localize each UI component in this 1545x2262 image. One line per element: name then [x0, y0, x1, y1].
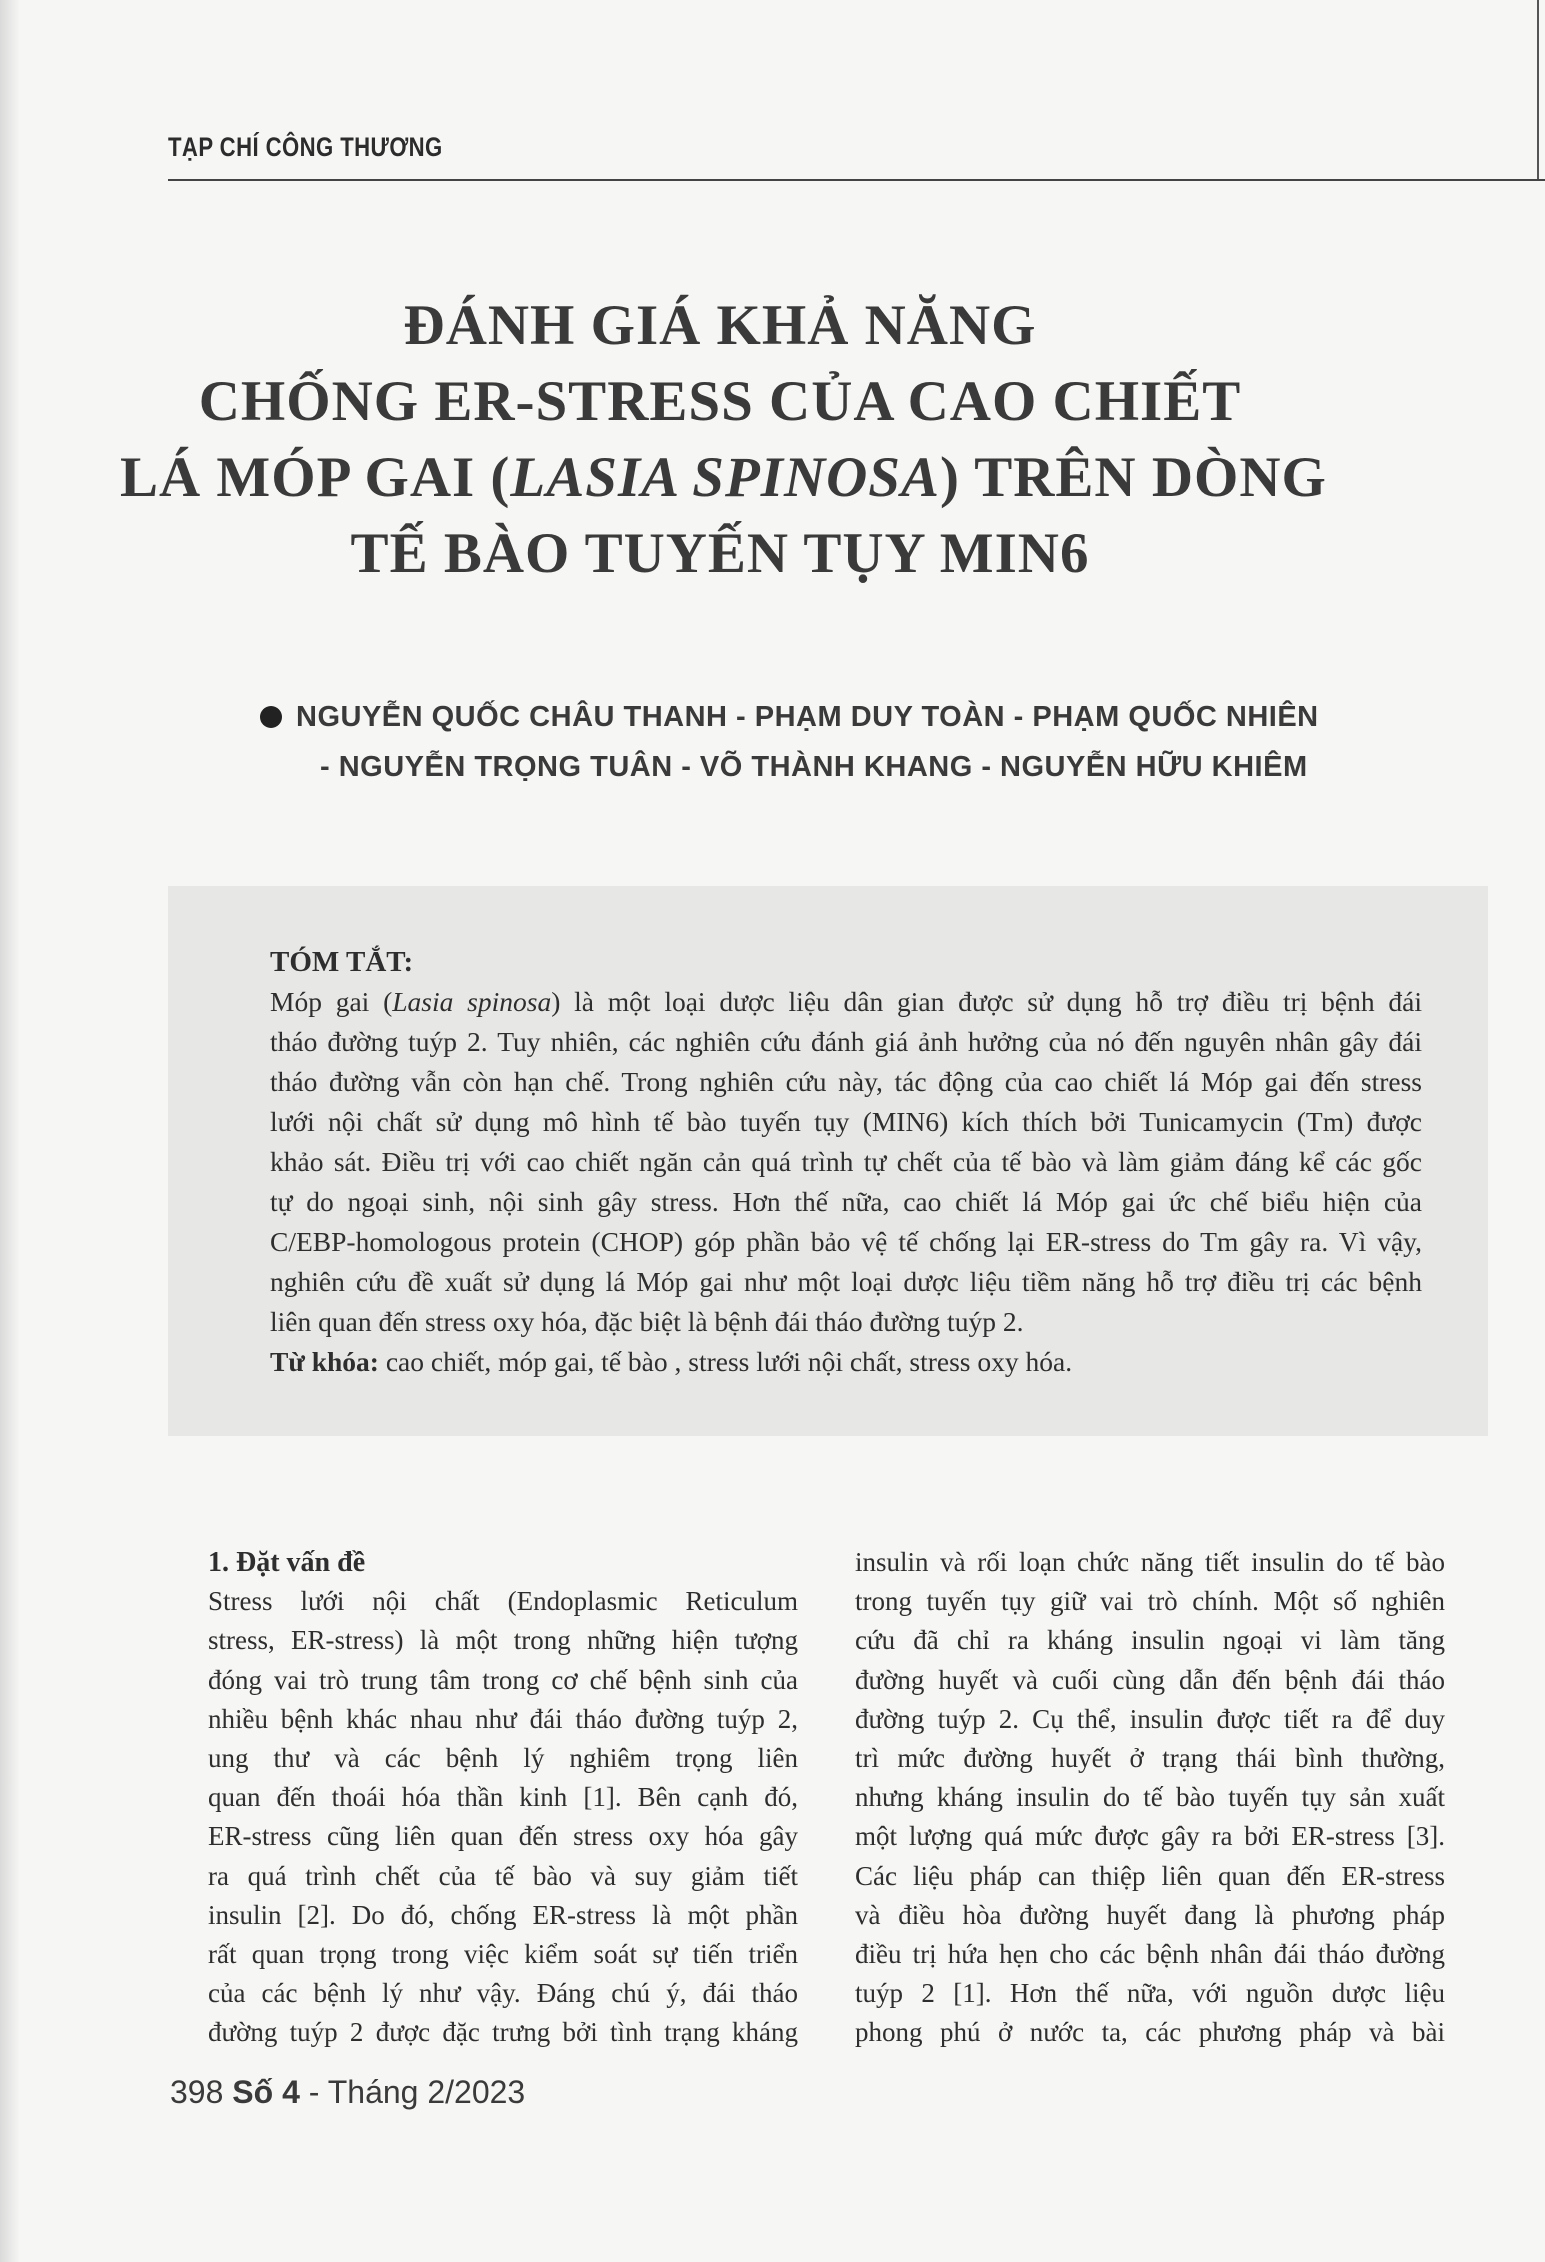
body-line: điều trị hứa hẹn cho các bệnh nhân đái tháo đường	[855, 1939, 1445, 1970]
page-gutter-shadow	[0, 0, 20, 2262]
issue-date: - Tháng 2/2023	[299, 2074, 526, 2110]
title-line-2: CHỐNG ER-STRESS CỦA CAO CHIẾT	[198, 370, 1242, 433]
body-column-right	[855, 1543, 1445, 2053]
abstract-box	[168, 886, 1488, 1436]
abstract-line: khảo sát. Điều trị với cao chiết ngăn cản quá trình tự chết của tế bào và làm giảm đáng kể các gốc	[270, 1146, 1422, 1177]
header-rule	[168, 179, 1545, 181]
abstract-line: Móp gai (Lasia spinosa) là một loại dược liệu dân gian được sử dụng hỗ trợ điều trị bệnh đái	[270, 986, 1423, 1017]
body-line: ra quá trình chết của tế bào và suy giảm tiết	[208, 1860, 798, 1891]
body-line: ER-stress cũng liên quan đến stress oxy hóa gây	[208, 1821, 798, 1852]
body-line: trì mức đường huyết ở trạng thái bình thường,	[855, 1743, 1445, 1774]
body-line: quan đến thoái hóa thần kinh [1]. Bên cạnh đó,	[208, 1782, 798, 1813]
title-line-4: TẾ BÀO TUYẾN TỤY MIN6	[350, 522, 1090, 585]
body-line: Các liệu pháp can thiệp liên quan đến ER-stress	[855, 1860, 1445, 1891]
body-line: đường tuýp 2 được đặc trưng bởi tình trạng kháng	[208, 2017, 798, 2048]
keywords-label: Từ khóa:	[270, 1346, 379, 1377]
body-line: stress, ER-stress) là một trong những hiện tượng	[208, 1625, 798, 1656]
journal-name: TẠP CHÍ CÔNG THƯƠNG	[168, 132, 443, 162]
author-list	[260, 692, 1390, 792]
abstract-content	[270, 942, 1422, 1382]
abstract-line: liên quan đến stress oxy hóa, đặc biệt là bệnh đái tháo đường tuýp 2.	[270, 1306, 1024, 1337]
article-title	[120, 288, 1327, 592]
body-column-left	[208, 1543, 798, 2053]
body-line: đường tuýp 2. Cụ thể, insulin được tiết ra để duy	[855, 1703, 1445, 1734]
body-line: cứu đã chỉ ra kháng insulin ngoại vi làm tăng	[855, 1625, 1445, 1656]
title-line-3-pre: LÁ MÓP GAI (	[120, 446, 511, 509]
bullet-icon	[260, 706, 282, 728]
title-line-3	[120, 440, 1327, 516]
keywords-text: cao chiết, móp gai, tế bào , stress lưới nội chất, stress oxy hóa.	[378, 1346, 1073, 1377]
author-line-2: - NGUYỄN TRỌNG TUÂN - VÕ THÀNH KHANG - NGUYỄN HỮU KHIÊM	[320, 751, 1308, 783]
section-heading: 1. Đặt vấn đề	[208, 1547, 366, 1578]
abstract-line: nghiên cứu đề xuất sử dụng lá Móp gai như một loại dược liệu tiềm năng hỗ trợ điều trị các bệnh	[270, 1266, 1422, 1297]
page-footer	[170, 2074, 525, 2111]
abstract-line: tháo đường tuýp 2. Tuy nhiên, các nghiên cứu đánh giá ảnh hưởng của nó đến nguyên nhân gây đái	[270, 1026, 1422, 1057]
abstract-heading: TÓM TẮT:	[270, 946, 414, 978]
body-line: rất quan trọng trong việc kiểm soát sự tiến triển	[208, 1939, 798, 1970]
author-line-1	[260, 692, 1390, 742]
abstract-line: tự do ngoại sinh, nội sinh gây stress. Hơn thế nữa, cao chiết lá Móp gai ức chế biểu hiện của	[270, 1186, 1422, 1217]
abstract-species-name: Lasia spinosa	[392, 986, 552, 1017]
body-line: insulin [2]. Do đó, chống ER-stress là một phần	[208, 1899, 798, 1930]
body-line: nhưng kháng insulin do tế bào tuyến tụy sản xuất	[855, 1782, 1445, 1813]
body-line: tuýp 2 [1]. Hơn thế nữa, với nguồn dược liệu	[855, 1978, 1445, 2009]
body-line: nhiều bệnh khác nhau như đái tháo đường tuýp 2,	[208, 1703, 798, 1734]
page-number: 398	[170, 2074, 224, 2110]
abstract-line: C/EBP-homologous protein (CHOP) góp phần bảo vệ tế chống lại ER-stress do Tm gây ra. Vì vậy,	[270, 1226, 1422, 1257]
body-line: insulin và rối loạn chức năng tiết insulin do tế bào	[855, 1547, 1445, 1577]
title-line-1: ĐÁNH GIÁ KHẢ NĂNG	[403, 294, 1037, 357]
body-line: trong tuyến tụy giữ vai trò chính. Một số nghiên	[855, 1586, 1445, 1617]
body-line: của các bệnh lý như vậy. Đáng chú ý, đái tháo	[208, 1978, 798, 2009]
issue-label: Số 4	[232, 2074, 300, 2110]
author-line-1-text: NGUYỄN QUỐC CHÂU THANH - PHẠM DUY TOÀN - PHẠM QUỐC NHIÊN	[296, 701, 1319, 733]
title-species-name: LASIA SPINOSA	[510, 446, 940, 509]
abstract-line: tháo đường vẫn còn hạn chế. Trong nghiên cứu này, tác động của cao chiết lá Móp gai đến stress	[270, 1066, 1422, 1097]
body-line: Stress lưới nội chất (Endoplasmic Reticulum	[208, 1586, 798, 1617]
keywords-line	[270, 1342, 1422, 1382]
body-line: phong phú ở nước ta, các phương pháp và bài	[855, 2017, 1445, 2048]
body-line: một lượng quá mức được gây ra bởi ER-stress [3].	[855, 1821, 1445, 1852]
body-line: và điều hòa đường huyết đang là phương pháp	[855, 1899, 1445, 1930]
body-line: ung thư và các bệnh lý nghiêm trọng liên	[208, 1743, 798, 1774]
page-edge-line	[1537, 0, 1539, 180]
title-line-3-post: ) TRÊN DÒNG	[940, 446, 1327, 509]
body-line: đóng vai trò trung tâm trong cơ chế bệnh sinh của	[208, 1664, 798, 1695]
body-line: đường huyết và cuối cùng dẫn đến bệnh đái tháo	[855, 1664, 1445, 1695]
abstract-line: lưới nội chất sử dụng mô hình tế bào tuyến tụy (MIN6) kích thích bởi Tunicamycin (Tm) được	[270, 1106, 1422, 1137]
